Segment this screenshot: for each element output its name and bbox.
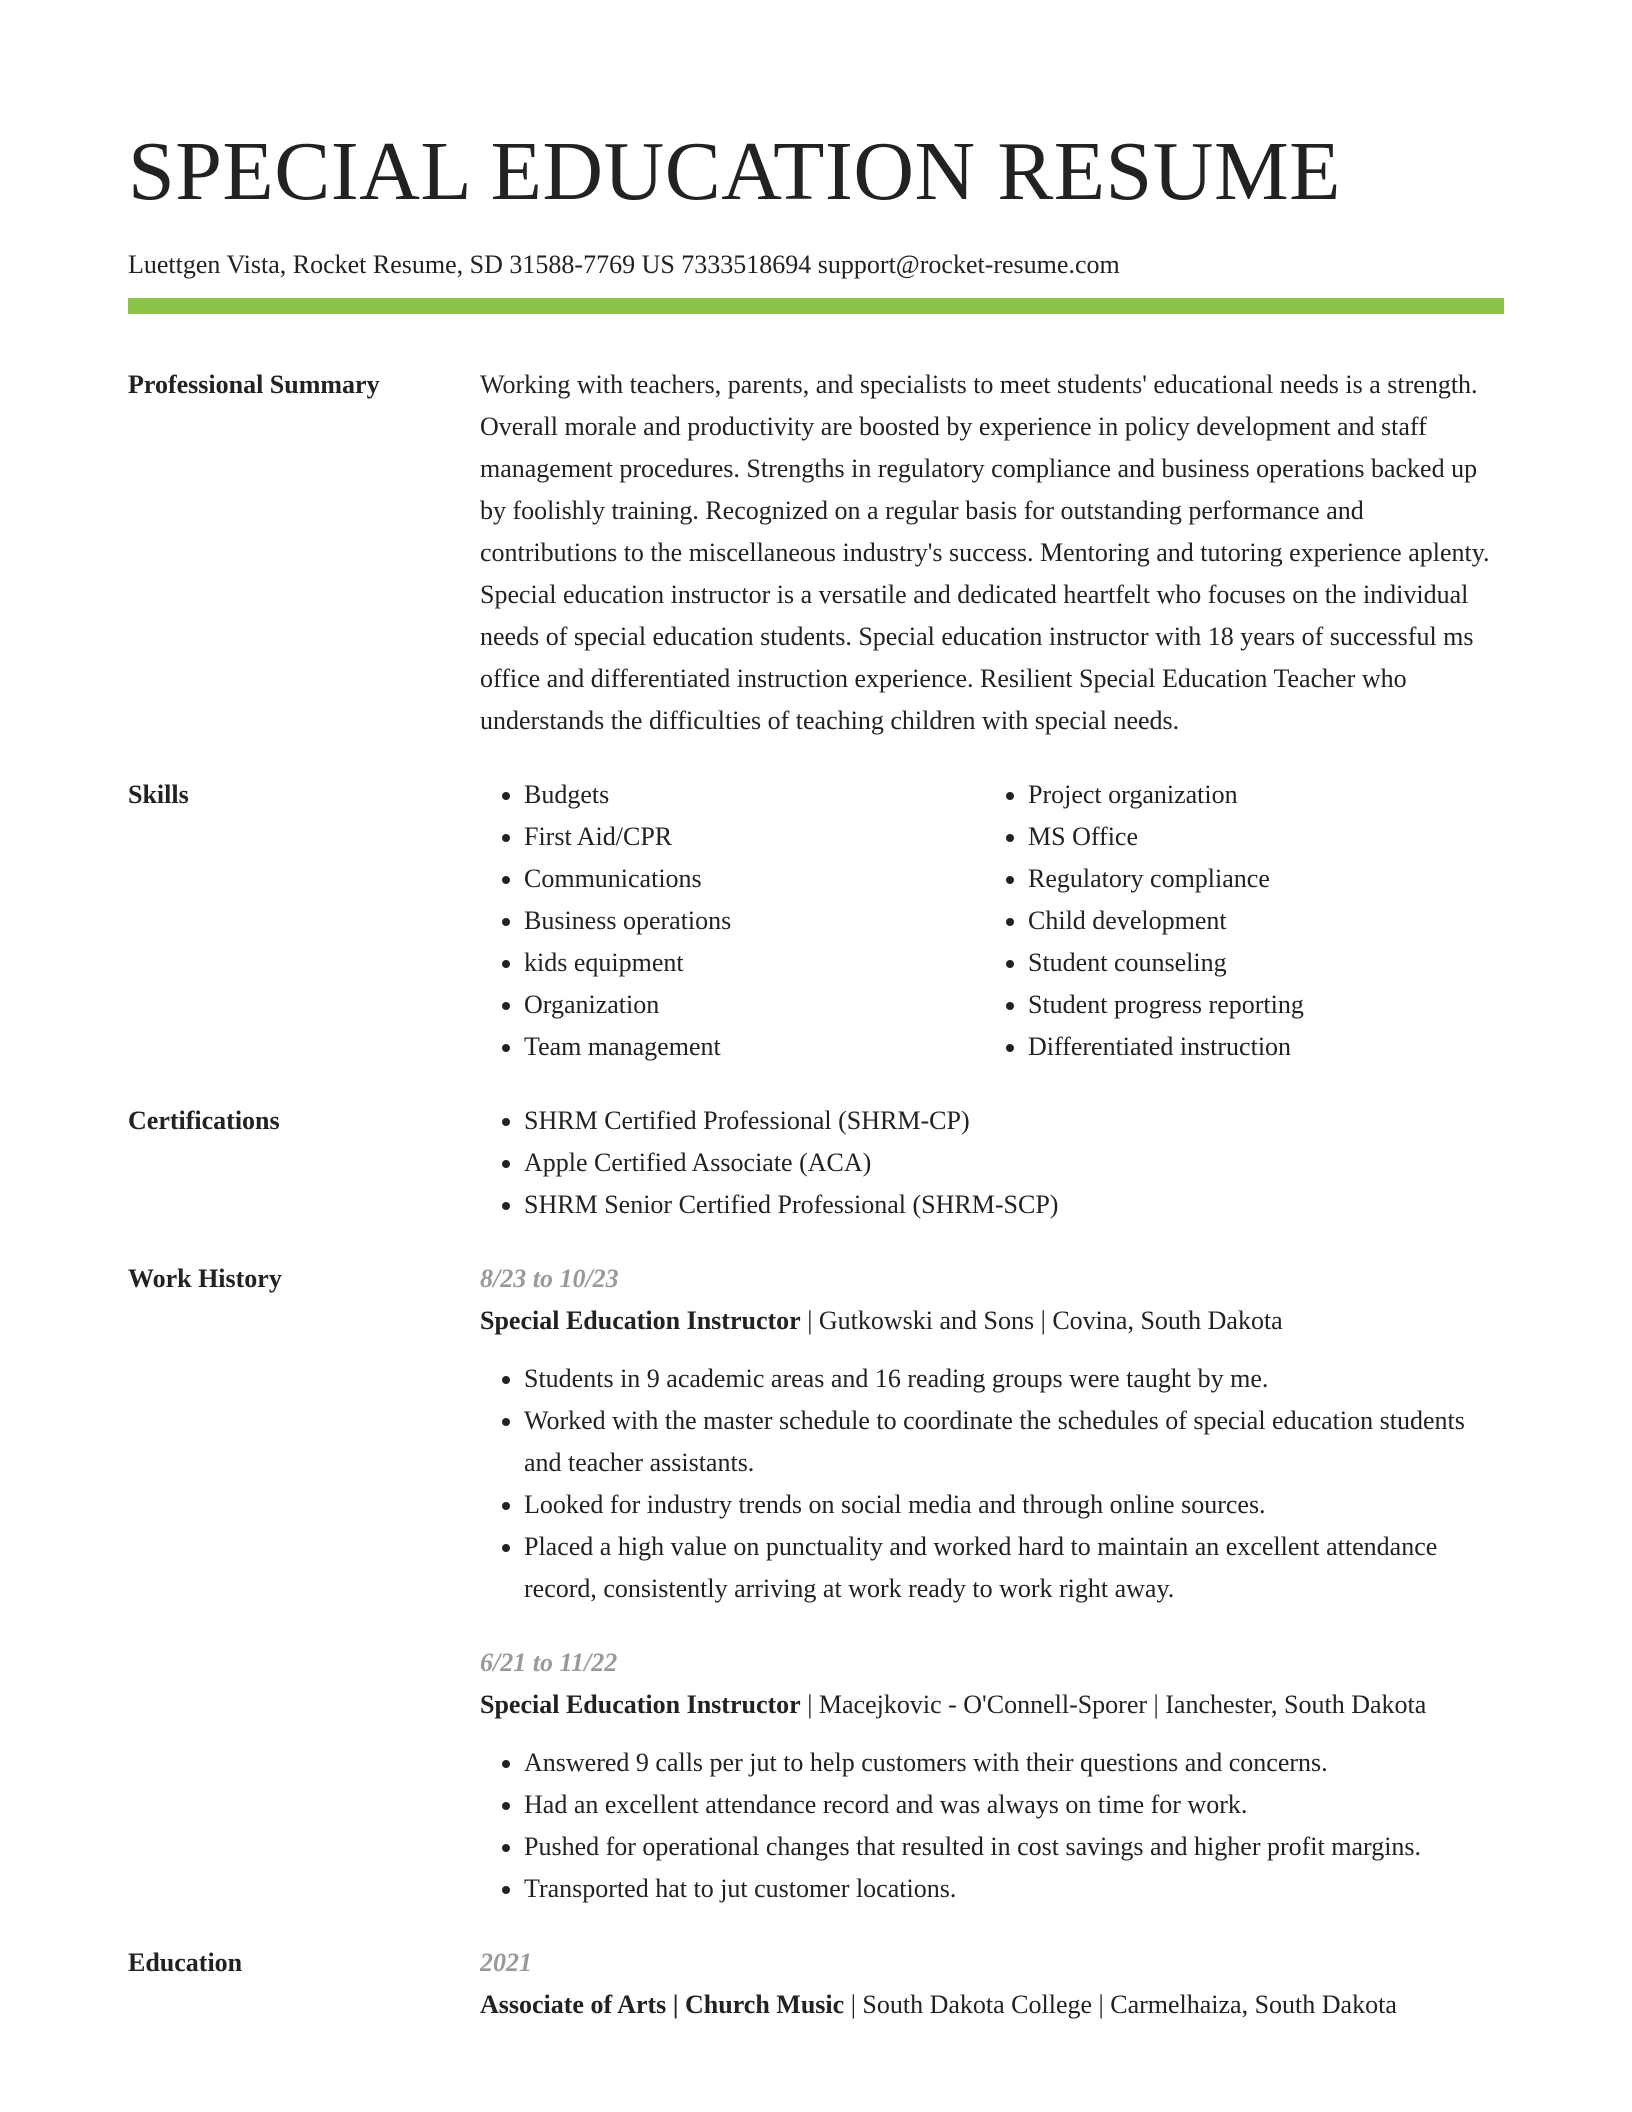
skill-item: • Organization	[524, 984, 984, 1026]
skill-item: • kids equipment	[524, 942, 984, 984]
section-label: Professional Summary	[128, 370, 380, 399]
job-bullet: • Placed a high value on punctuality and worked hard to maintain an excellent attendance record, consistently arriving at work ready to work right away.	[524, 1526, 1504, 1610]
job-heading	[480, 1684, 1504, 1726]
skill-item: • Business operations	[524, 900, 984, 942]
skill-item: • Differentiated instruction	[1028, 1026, 1488, 1068]
section-label: Work History	[128, 1264, 282, 1293]
job-bullet: • Pushed for operational changes that resulted in cost savings and higher profit margins.	[524, 1826, 1504, 1868]
education-major: Church Music	[685, 1990, 845, 2019]
skill-item: • Communications	[524, 858, 984, 900]
education-heading: Associate of Arts | Church Music | South Dakota College | Carmelhaiza, South Dakota	[480, 1990, 1397, 2019]
skill-item: • First Aid/CPR	[524, 816, 984, 858]
section-label: Skills	[128, 780, 189, 809]
job-entry	[480, 1258, 1504, 1610]
resume-page	[128, 0, 1504, 2026]
job-bullets	[480, 1358, 1504, 1610]
job-bullet: • Transported hat to jut customer locations.	[524, 1868, 1504, 1910]
job-heading	[480, 1300, 1504, 1342]
job-details: | Gutkowski and Sons | Covina, South Dakota	[800, 1306, 1283, 1335]
certifications-section	[128, 1100, 1504, 1226]
skill-item: • Budgets	[524, 774, 984, 816]
job-bullet: • Had an excellent attendance record and was always on time for work.	[524, 1784, 1504, 1826]
job-title: Special Education Instructor	[480, 1306, 801, 1335]
job-entry	[480, 1642, 1504, 1910]
education-details: | South Dakota College | Carmelhaiza, South Dakota	[844, 1990, 1397, 2019]
job-bullet: • Answered 9 calls per jut to help customers with their questions and concerns.	[524, 1742, 1504, 1784]
skills-section	[128, 774, 1504, 1068]
professional-summary-section	[128, 364, 1504, 742]
education-section	[128, 1942, 1504, 2026]
skills-list-left	[480, 774, 984, 1068]
accent-divider	[128, 298, 1504, 314]
contact-line: Luettgen Vista, Rocket Resume, SD 31588-7769 US 7333518694 support@rocket-resume.com	[128, 250, 1120, 279]
job-title: Special Education Instructor	[480, 1690, 801, 1719]
work-history-section	[128, 1258, 1504, 1910]
skill-item: • MS Office	[1028, 816, 1488, 858]
certifications-list	[480, 1100, 1504, 1226]
job-bullets	[480, 1742, 1504, 1910]
summary-text: Working with teachers, parents, and specialists to meet students' educational needs is a strength. Overall morale and productivity are boosted by experience in policy development and staff management procedures. Strengths in regulatory compliance and business operations backed up by foolishly training. Recognized on a regular basis for outstanding performance and contributions to the miscellaneous industry's success. Mentoring and tutoring experience aplenty. Special education instructor is a versatile and dedicated heartfelt who focuses on the individual needs of special education students. Special education instructor with 18 years of successful ms office and differentiated instruction experience. Resilient Special Education Teacher who understands the difficulties of teaching children with special needs.	[480, 370, 1490, 735]
skill-item: • Regulatory compliance	[1028, 858, 1488, 900]
skills-list-right	[984, 774, 1488, 1068]
job-dates: 8/23 to 10/23	[480, 1264, 619, 1293]
job-bullet: • Students in 9 academic areas and 16 reading groups were taught by me.	[524, 1358, 1504, 1400]
job-bullet: • Looked for industry trends on social media and through online sources.	[524, 1484, 1504, 1526]
job-bullet: • Worked with the master schedule to coordinate the schedules of special education students and teacher assistants.	[524, 1400, 1504, 1484]
certification-item: • SHRM Certified Professional (SHRM-CP)	[524, 1100, 1504, 1142]
skill-item: • Project organization	[1028, 774, 1488, 816]
education-degree: Associate of Arts	[480, 1990, 667, 2019]
section-label: Certifications	[128, 1106, 280, 1135]
certification-item: • Apple Certified Associate (ACA)	[524, 1142, 1504, 1184]
job-dates: 6/21 to 11/22	[480, 1648, 618, 1677]
education-year: 2021	[480, 1948, 532, 1977]
skill-item: • Child development	[1028, 900, 1488, 942]
skill-item: • Team management	[524, 1026, 984, 1068]
skill-item: • Student counseling	[1028, 942, 1488, 984]
resume-title: SPECIAL EDUCATION RESUME	[128, 125, 1341, 218]
job-details: | Macejkovic - O'Connell-Sporer | Ianchester, South Dakota	[800, 1690, 1427, 1719]
skill-item: • Student progress reporting	[1028, 984, 1488, 1026]
certification-item: • SHRM Senior Certified Professional (SHRM-SCP)	[524, 1184, 1504, 1226]
section-label: Education	[128, 1948, 243, 1977]
